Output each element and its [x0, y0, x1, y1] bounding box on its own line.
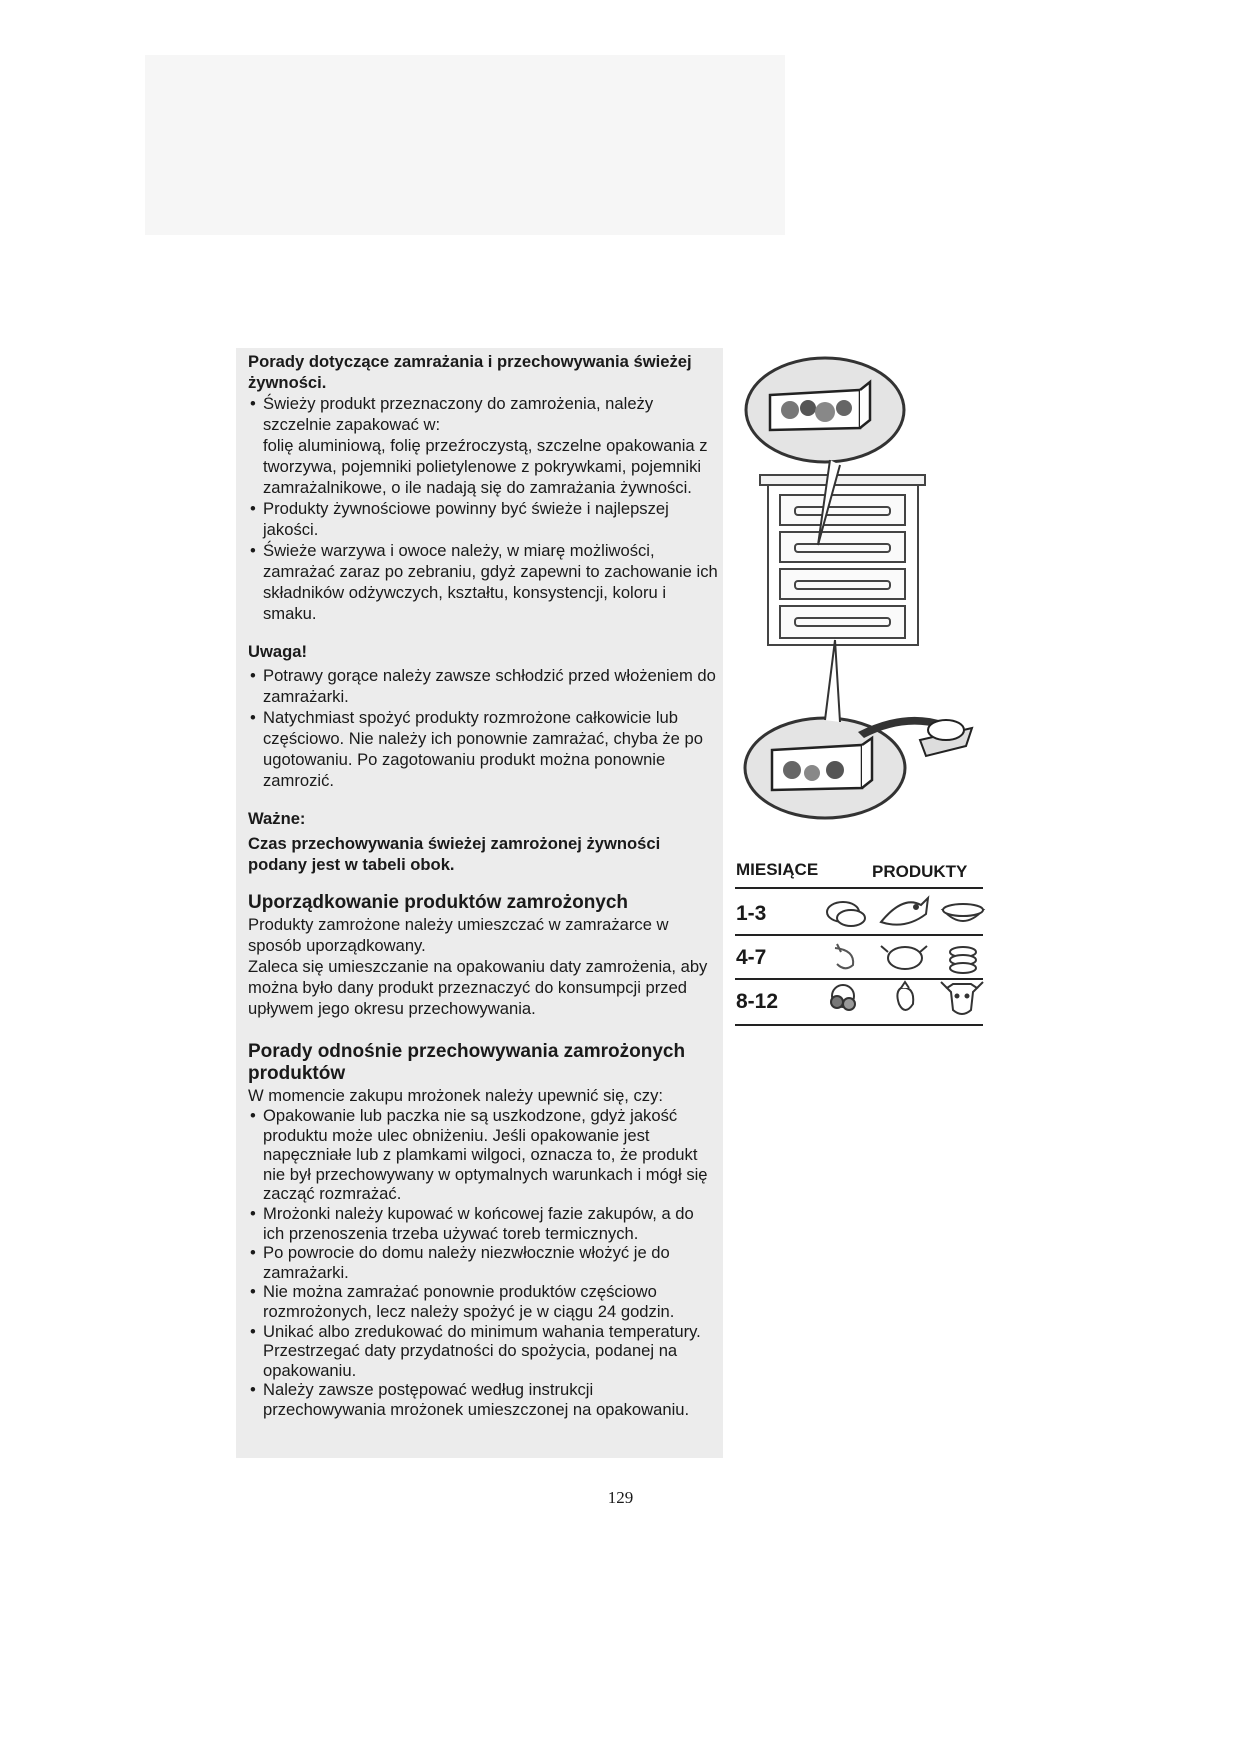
list-item: • Mrożonki należy kupować w końcowej fazie zakupów, a do ich przenoszenia trzeba używać toreb termicznych.	[248, 1204, 718, 1243]
section1-list	[248, 393, 718, 624]
fish-icon	[881, 898, 928, 925]
table-months-cell: 1-3	[736, 902, 767, 925]
freezer-cabinet	[760, 475, 925, 645]
storage-tips-title: Porady odnośnie przechowywania zamrożonych produktów	[248, 1041, 686, 1084]
faint-bleed-top	[145, 55, 785, 235]
list-item: • Unikać albo zredukować do minimum wahania temperatury. Przestrzegać daty przydatności do spożycia, podanej na opakowaniu.	[248, 1322, 718, 1381]
vegetables-icon	[831, 985, 855, 1010]
warning-list	[248, 665, 718, 791]
page-number: 129	[607, 1488, 634, 1507]
list-item: • Nie można zamrażać ponownie produktów częściowo rozmrożonych, lecz należy spożyć je w ciągu 24 godzin.	[248, 1282, 718, 1321]
table-header-products: PRODUKTY	[872, 862, 968, 881]
organizing-paragraph: Zaleca się umieszczanie na opakowaniu daty zamrożenia, aby można było dany produkt przeznaczyć do konsumpcji przed upływem jego okresu przechowywania.	[248, 957, 708, 1018]
text-column	[248, 351, 718, 1420]
list-item-text: Świeży produkt przeznaczony do zamrożenia, należy szczelnie zapakować w:	[263, 394, 654, 434]
cow-icon	[941, 982, 983, 1014]
strawberry-icon	[897, 982, 913, 1010]
list-item: • Natychmiast spożyć produkty rozmrożone całkowicie lub częściowo. Nie należy ich ponownie zamrażać, chyba że po ugotowaniu. Po zagotowaniu produkt można ponownie zamrozić.	[248, 707, 718, 791]
list-item: • Produkty żywnościowe powinny być świeże i najlepszej jakości.	[248, 498, 718, 540]
chicken-icon	[881, 946, 927, 969]
storage-tips-list	[248, 1106, 718, 1420]
list-item: • Opakowanie lub paczka nie są uszkodzone, gdyż jakość produktu może ulec obniżeniu. Jeśli opakowanie jest napęczniałe lub z plamkami wilgoci, oznacza to, że produkt nie był przechowywany w optymalnych warunkach i mógł się zacząć rozmrażać.	[248, 1106, 718, 1204]
bowl-icon	[943, 904, 983, 921]
organizing-paragraph: Produkty zamrożone należy umieszczać w zamrażarce w sposób uporządkowany.	[248, 915, 669, 955]
important-text: Czas przechowywania świeżej zamrożonej żywności podany jest w tabeli obok.	[248, 834, 661, 874]
warning-title: Uwaga!	[248, 642, 308, 661]
table-months-cell: 4-7	[736, 946, 767, 969]
shrimp-icon	[835, 944, 853, 968]
list-item-detail: folię aluminiową, folię przeźroczystą, szczelne opakowania z tworzywa, pojemniki polietylenowe z pokrywkami, pojemniki zamrażalnikowe, o ile nadają się do zamrażania żywności.	[263, 436, 708, 497]
bottom-drawer-bubble	[745, 640, 972, 818]
important-title: Ważne:	[248, 809, 306, 828]
storage-time-table	[733, 860, 988, 1030]
list-item: • Należy zawsze postępować według instrukcji przechowywania mrożonek umieszczonej na opakowaniu.	[248, 1380, 718, 1419]
pastry-icon	[950, 947, 976, 973]
table-months-cell: 8-12	[736, 990, 779, 1013]
section1-title: Porady dotyczące zamrażania i przechowywania świeżej żywności.	[248, 352, 692, 392]
list-item: • Potrawy gorące należy zawsze schłodzić przed włożeniem do zamrażarki.	[248, 665, 718, 707]
table-header-months: MIESIĄCE	[736, 860, 819, 879]
list-item: • Po powrocie do domu należy niezwłocznie włożyć je do zamrażarki.	[248, 1243, 718, 1282]
bread-icon	[827, 902, 865, 926]
freezer-illustration	[740, 350, 980, 832]
storage-tips-intro: W momencie zakupu mrożonek należy upewnić się, czy:	[248, 1086, 664, 1105]
list-item	[248, 393, 718, 498]
list-item: • Świeże warzywa i owoce należy, w miarę możliwości, zamrażać zaraz po zebraniu, gdyż zapewni to zachowanie ich składników odżywczych, kształtu, konsystencji, koloru i smaku.	[248, 540, 718, 624]
organizing-title: Uporządkowanie produktów zamrożonych	[248, 892, 629, 913]
